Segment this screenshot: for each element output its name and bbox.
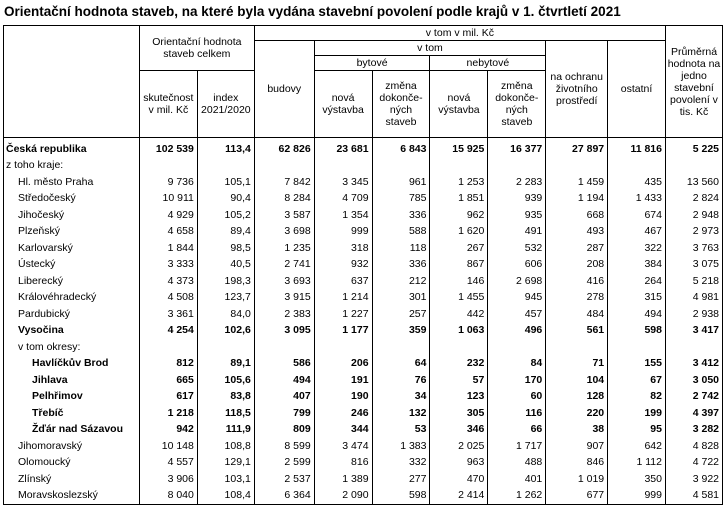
table-cell: 2 283 [488,174,546,191]
table-cell [546,339,608,356]
header-nova-vystavba-nebytove: nová výstavba [430,71,488,138]
table-cell: 4 658 [139,224,197,241]
table-cell: 128 [546,389,608,406]
table-cell [254,339,314,356]
table-cell [372,158,430,175]
table-cell: 102,6 [197,323,254,340]
table-cell: 5 225 [665,138,722,158]
table-cell: 999 [608,488,666,505]
table-cell: 561 [546,323,608,340]
table-cell: 103,1 [197,471,254,488]
table-cell: 867 [430,257,488,274]
table-cell: 4 508 [139,290,197,307]
table-cell: 3 282 [665,422,722,439]
table-cell: 315 [608,290,666,307]
table-cell: 212 [372,273,430,290]
table-cell: 416 [546,273,608,290]
table-title: Orientační hodnota staveb, na které byla vydána stavební povolení podle krajů v 1. čtvrtletí 2021 [4,4,621,19]
table-cell: 1 262 [488,488,546,505]
table-cell: 113,4 [197,138,254,158]
row-label: Pelhřimov [4,389,140,406]
table-row [4,339,723,356]
building-permits-table [3,25,723,505]
table-cell: 98,5 [197,240,254,257]
table-cell: 16 377 [488,138,546,158]
table-cell: 494 [254,372,314,389]
table-cell [139,339,197,356]
table-cell: 53 [372,422,430,439]
table-cell: 457 [488,306,546,323]
row-label: Vysočina [4,323,140,340]
table-cell: 232 [430,356,488,373]
table-row [4,174,723,191]
table-cell: 435 [608,174,666,191]
row-label: Jihočeský [4,207,140,224]
table-row [4,422,723,439]
table-cell: 3 474 [314,438,372,455]
table-cell: 123,7 [197,290,254,307]
table-row [4,372,723,389]
row-label: Česká republika [4,138,140,158]
table-body [4,138,723,505]
table-cell: 23 681 [314,138,372,158]
table-cell: 1 112 [608,455,666,472]
table-cell: 257 [372,306,430,323]
table-cell: 3 763 [665,240,722,257]
table-cell [608,158,666,175]
table-cell: 785 [372,191,430,208]
table-cell: 301 [372,290,430,307]
table-cell: 191 [314,372,372,389]
table-cell: 1 354 [314,207,372,224]
table-row [4,356,723,373]
table-cell: 2 414 [430,488,488,505]
table-cell: 5 218 [665,273,722,290]
table-cell: 962 [430,207,488,224]
table-cell: 267 [430,240,488,257]
table-cell: 346 [430,422,488,439]
table-cell: 4 397 [665,405,722,422]
row-label: Pardubický [4,306,140,323]
table-cell: 945 [488,290,546,307]
table-cell: 407 [254,389,314,406]
table-cell: 491 [488,224,546,241]
table-cell: 344 [314,422,372,439]
table-cell: 278 [546,290,608,307]
header-nova-vystavba-bytove: nová výstavba [314,71,372,138]
header-ochrana: na ochranu životního prostředí [546,41,608,138]
table-cell: 199 [608,405,666,422]
table-cell: 1 218 [139,405,197,422]
table-cell: 118,5 [197,405,254,422]
table-cell: 287 [546,240,608,257]
table-cell [608,339,666,356]
row-label: Hl. město Praha [4,174,140,191]
table-cell: 846 [546,455,608,472]
header-nebytove: nebytové [430,56,546,71]
table-cell: 1 389 [314,471,372,488]
table-cell: 108,8 [197,438,254,455]
table-cell: 123 [430,389,488,406]
table-cell: 57 [430,372,488,389]
table-cell: 1 194 [546,191,608,208]
table-row [4,273,723,290]
row-label: z toho kraje: [4,158,140,175]
table-cell: 11 816 [608,138,666,158]
table-cell: 4 929 [139,207,197,224]
table-cell: 668 [546,207,608,224]
table-cell: 1 253 [430,174,488,191]
table-cell [139,158,197,175]
table-cell: 2 948 [665,207,722,224]
table-cell: 108,4 [197,488,254,505]
row-label: Jihomoravský [4,438,140,455]
table-cell: 3 915 [254,290,314,307]
table-cell: 1 383 [372,438,430,455]
header-ostatni: ostatní [608,41,666,138]
table-cell: 4 581 [665,488,722,505]
table-cell: 246 [314,405,372,422]
table-cell [314,158,372,175]
table-cell: 90,4 [197,191,254,208]
table-cell: 84 [488,356,546,373]
table-cell: 809 [254,422,314,439]
table-cell: 4 981 [665,290,722,307]
row-label: Zlínský [4,471,140,488]
table-cell: 318 [314,240,372,257]
table-cell [372,339,430,356]
table-cell: 60 [488,389,546,406]
table-cell: 15 925 [430,138,488,158]
table-cell: 3 922 [665,471,722,488]
table-cell: 932 [314,257,372,274]
table-cell [430,339,488,356]
table-cell: 606 [488,257,546,274]
table-cell: 665 [139,372,197,389]
table-cell: 384 [608,257,666,274]
table-cell: 1 063 [430,323,488,340]
table-cell: 3 698 [254,224,314,241]
table-cell: 206 [314,356,372,373]
table-cell: 2 824 [665,191,722,208]
table-row [4,488,723,505]
table-cell: 336 [372,257,430,274]
table-cell [546,158,608,175]
table-cell: 83,8 [197,389,254,406]
table-cell: 401 [488,471,546,488]
row-label: v tom okresy: [4,339,140,356]
table-cell: 27 897 [546,138,608,158]
table-cell: 961 [372,174,430,191]
table-cell: 3 587 [254,207,314,224]
table-cell: 598 [608,323,666,340]
header-budovy: budovy [254,41,314,138]
table-cell: 116 [488,405,546,422]
table-cell: 2 599 [254,455,314,472]
table-cell: 816 [314,455,372,472]
table-cell: 305 [430,405,488,422]
table-cell: 4 722 [665,455,722,472]
table-cell: 264 [608,273,666,290]
table-cell: 8 284 [254,191,314,208]
table-cell: 190 [314,389,372,406]
table-cell [430,158,488,175]
row-label: Moravskoslezský [4,488,140,505]
table-cell: 2 090 [314,488,372,505]
table-cell: 71 [546,356,608,373]
table-cell: 111,9 [197,422,254,439]
table-row [4,290,723,307]
table-cell: 1 433 [608,191,666,208]
table-cell: 8 040 [139,488,197,505]
table-cell: 588 [372,224,430,241]
table-cell: 2 698 [488,273,546,290]
table-cell: 105,6 [197,372,254,389]
header-region-cell [4,26,140,138]
table-cell: 13 560 [665,174,722,191]
table-cell: 170 [488,372,546,389]
row-label: Ústecký [4,257,140,274]
table-cell: 1 235 [254,240,314,257]
table-cell: 62 826 [254,138,314,158]
table-row [4,191,723,208]
table-row [4,455,723,472]
table-cell: 2 537 [254,471,314,488]
table-cell: 2 741 [254,257,314,274]
table-cell: 467 [608,224,666,241]
header-bytove: bytové [314,56,430,71]
header-index: index 2021/2020 [197,71,254,138]
table-cell: 939 [488,191,546,208]
table-cell: 617 [139,389,197,406]
table-cell: 38 [546,422,608,439]
table-row [4,158,723,175]
table-cell: 350 [608,471,666,488]
table-cell: 2 938 [665,306,722,323]
table-cell: 40,5 [197,257,254,274]
header-v-tom: v tom [314,41,546,56]
table-cell: 102 539 [139,138,197,158]
table-cell: 67 [608,372,666,389]
header-prumerna: Průměrná hodnota na jedno stavební povolení v tis. Kč [665,26,722,138]
table-cell: 488 [488,455,546,472]
table-cell: 104 [546,372,608,389]
table-cell: 1 851 [430,191,488,208]
table-cell: 812 [139,356,197,373]
table-cell: 76 [372,372,430,389]
row-label: Královéhradecký [4,290,140,307]
table-cell: 470 [430,471,488,488]
table-cell: 10 148 [139,438,197,455]
table-cell: 336 [372,207,430,224]
table-cell: 1 844 [139,240,197,257]
table-row [4,224,723,241]
table-cell [488,339,546,356]
table-header [4,26,723,138]
table-cell: 8 599 [254,438,314,455]
table-cell: 198,3 [197,273,254,290]
row-label: Jihlava [4,372,140,389]
row-label: Třebíč [4,405,140,422]
table-cell: 4 828 [665,438,722,455]
table-cell: 493 [546,224,608,241]
header-v-tom-mil: v tom v mil. Kč [254,26,665,41]
table-cell: 586 [254,356,314,373]
table-cell: 208 [546,257,608,274]
table-cell: 907 [546,438,608,455]
table-cell: 674 [608,207,666,224]
table-row [4,306,723,323]
table-cell: 2 025 [430,438,488,455]
row-label: Liberecký [4,273,140,290]
table-cell: 963 [430,455,488,472]
table-cell: 3 333 [139,257,197,274]
table-cell [665,158,722,175]
table-cell: 6 364 [254,488,314,505]
table-cell: 132 [372,405,430,422]
table-cell: 332 [372,455,430,472]
row-label: Karlovarský [4,240,140,257]
table-cell: 322 [608,240,666,257]
row-label: Žďár nad Sázavou [4,422,140,439]
table-cell: 2 383 [254,306,314,323]
table-cell: 146 [430,273,488,290]
table-cell: 9 736 [139,174,197,191]
table-cell: 3 050 [665,372,722,389]
table-row [4,257,723,274]
table-cell: 3 906 [139,471,197,488]
table-cell: 3 075 [665,257,722,274]
table-cell: 4 373 [139,273,197,290]
table-cell: 82 [608,389,666,406]
table-cell: 89,1 [197,356,254,373]
table-cell: 442 [430,306,488,323]
table-cell: 129,1 [197,455,254,472]
table-cell: 6 843 [372,138,430,158]
table-cell: 1 620 [430,224,488,241]
table-cell: 1 455 [430,290,488,307]
table-cell: 637 [314,273,372,290]
header-zmena-bytove: změna dokonče-ných staveb [372,71,430,138]
table-cell: 2 742 [665,389,722,406]
table-cell: 89,4 [197,224,254,241]
table-row [4,471,723,488]
row-label: Středočeský [4,191,140,208]
table-cell: 7 842 [254,174,314,191]
table-cell: 1 227 [314,306,372,323]
table-cell: 942 [139,422,197,439]
table-cell: 484 [546,306,608,323]
table-cell: 494 [608,306,666,323]
row-label: Olomoucký [4,455,140,472]
table-row [4,207,723,224]
table-cell: 3 095 [254,323,314,340]
table-cell: 359 [372,323,430,340]
table-cell: 4 254 [139,323,197,340]
header-skutecnost: skutečnost v mil. Kč [139,71,197,138]
table-cell: 799 [254,405,314,422]
table-cell: 220 [546,405,608,422]
table-row [4,405,723,422]
table-cell: 1 717 [488,438,546,455]
table-cell: 3 693 [254,273,314,290]
table-row [4,240,723,257]
table-row [4,438,723,455]
table-cell: 95 [608,422,666,439]
table-cell: 155 [608,356,666,373]
table-cell [314,339,372,356]
row-label: Havlíčkův Brod [4,356,140,373]
table-cell: 677 [546,488,608,505]
table-cell: 642 [608,438,666,455]
table-cell: 64 [372,356,430,373]
header-zmena-nebytove: změna dokonče-ných staveb [488,71,546,138]
table-row [4,389,723,406]
table-cell: 496 [488,323,546,340]
row-label: Plzeňský [4,224,140,241]
table-cell: 1 019 [546,471,608,488]
table-cell: 277 [372,471,430,488]
table-cell: 3 412 [665,356,722,373]
table-cell: 10 911 [139,191,197,208]
table-cell: 598 [372,488,430,505]
header-orient-total: Orientační hodnota staveb celkem [139,26,254,71]
table-cell: 105,2 [197,207,254,224]
table-cell: 3 417 [665,323,722,340]
table-cell: 1 214 [314,290,372,307]
table-cell: 34 [372,389,430,406]
table-cell: 999 [314,224,372,241]
table-cell [665,339,722,356]
table-cell: 118 [372,240,430,257]
table-row [4,323,723,340]
table-cell: 2 973 [665,224,722,241]
table-cell: 3 361 [139,306,197,323]
table-row [4,138,723,158]
table-cell [197,339,254,356]
table-cell: 4 557 [139,455,197,472]
table-cell: 84,0 [197,306,254,323]
table-cell [488,158,546,175]
table-cell: 935 [488,207,546,224]
table-cell: 1 177 [314,323,372,340]
table-cell [197,158,254,175]
table-cell: 105,1 [197,174,254,191]
table-cell [254,158,314,175]
table-cell: 1 459 [546,174,608,191]
table-cell: 532 [488,240,546,257]
table-cell: 3 345 [314,174,372,191]
table-cell: 4 709 [314,191,372,208]
table-cell: 66 [488,422,546,439]
